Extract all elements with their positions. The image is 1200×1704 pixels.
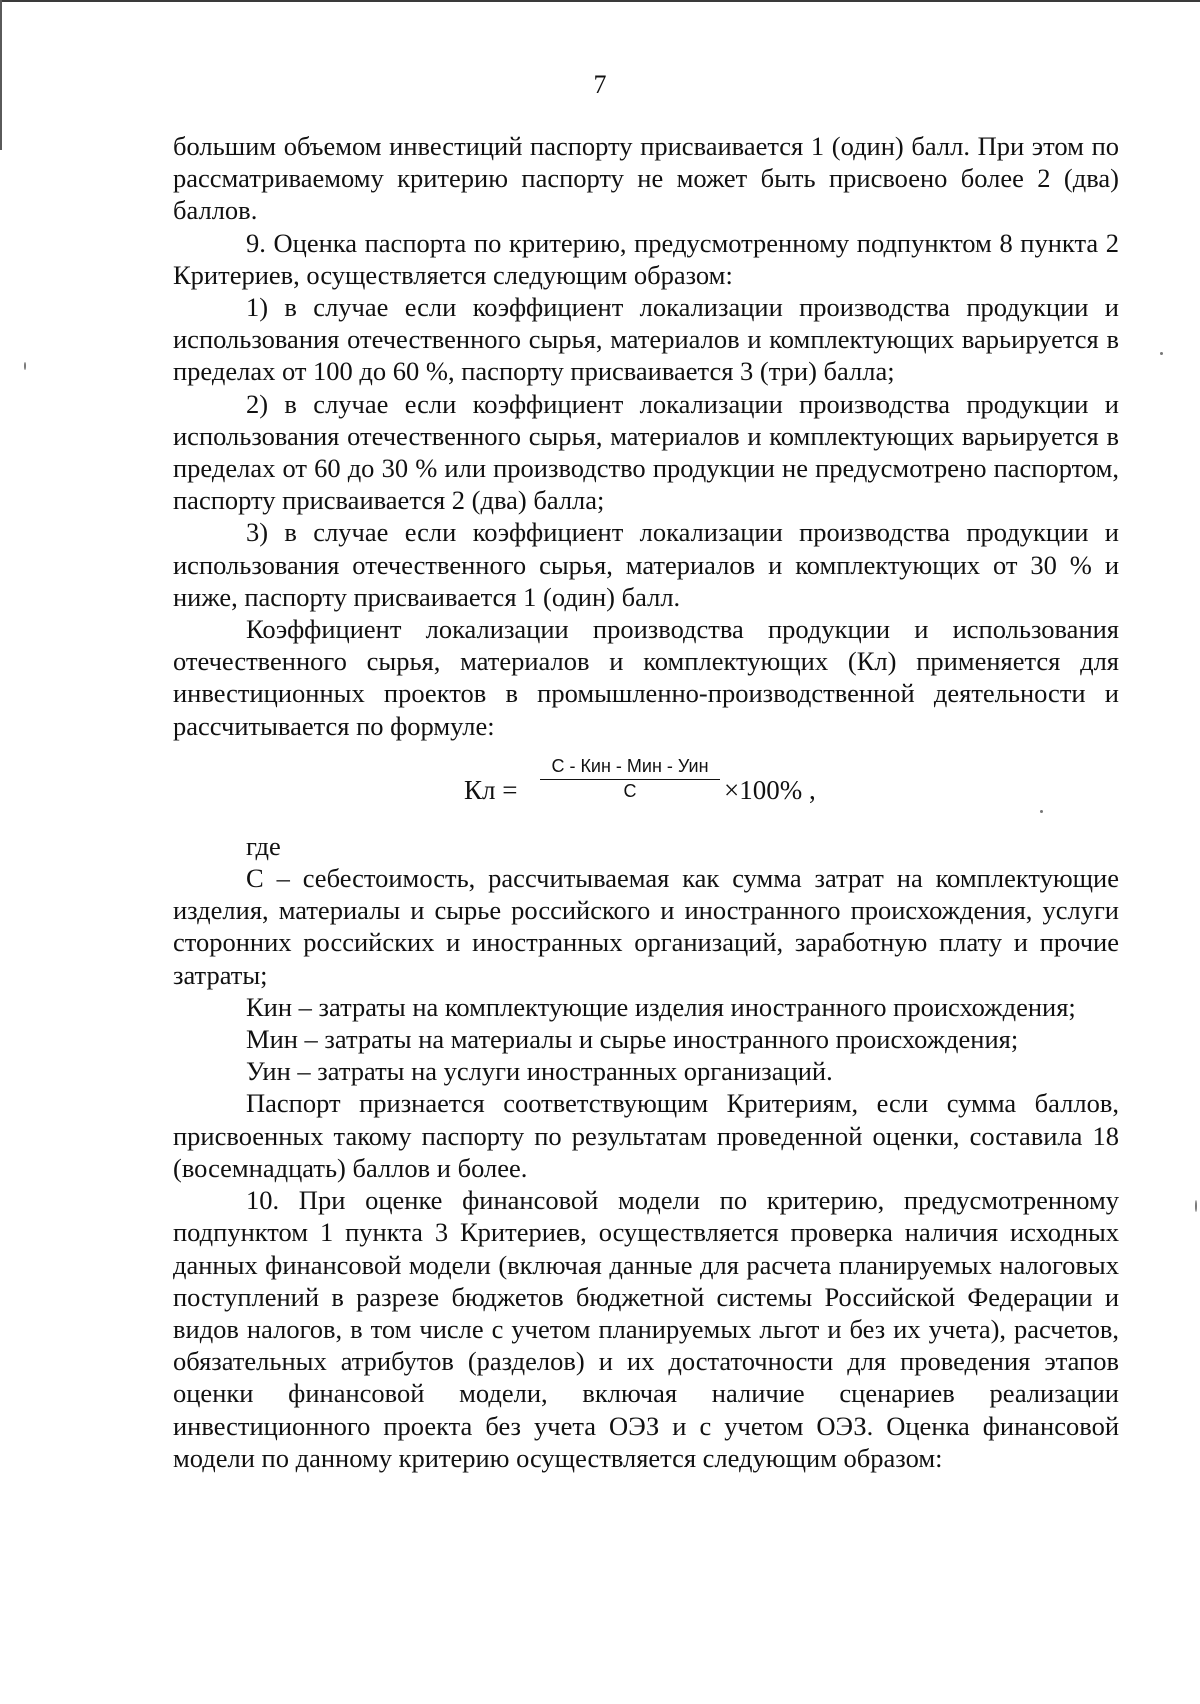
formula-denominator: С: [623, 780, 637, 801]
scan-edge-top: [0, 0, 1200, 2]
paragraph-subitem-3: 3) в случае если коэффициент локализации производства продукции и использования отечественного сырья, материалов и комплектующих от 30 % и ниже, паспорту присваивается 1 (один) балл.: [173, 517, 1119, 612]
paragraph-continuation: большим объемом инвестиций паспорту присваивается 1 (один) балл. При этом по рассматриваемому критерию паспорту не может быть присвоено более 2 (два) баллов.: [173, 131, 1119, 226]
formula-fraction: [540, 754, 720, 802]
scan-speck: [1195, 1200, 1197, 1212]
document-body: [173, 130, 1119, 1474]
paragraph-subitem-2: 2) в случае если коэффициент локализации производства продукции и использования отечественного сырья, материалов и комплектующих варьируется в пределах от 60 до 30 % или производство продукции не предусмотрено паспортом, паспорту присваивается 2 (два) балла;: [173, 388, 1119, 516]
paragraph-item-10: 10. При оценке финансовой модели по критерию, предусмотренному подпунктом 1 пункта 3 Критериев, осуществляется проверка наличия исходных данных финансовой модели (включая данные для расчета планируемых налоговых поступлений в разрезе бюджетов бюджетной системы Российской Федерации и видов налогов, в том числе с учетом планируемых льгот и без их учета), расчетов, обязательных атрибутов (разделов) и их достаточности для проведения этапов оценки финансовой модели, включая наличие сценариев реализации инвестиционного проекта без учета ОЭЗ и с учетом ОЭЗ. Оценка финансовой модели по данному критерию осуществляется следующим образом:: [173, 1185, 1119, 1473]
paragraph-item-9: 9. Оценка паспорта по критерию, предусмотренному подпунктом 8 пункта 2 Критериев, осуществляется следующим образом:: [173, 227, 1119, 290]
scan-speck: [1160, 352, 1163, 355]
page-number: 7: [593, 70, 607, 99]
paragraph-passport-compliance: Паспорт признается соответствующим Критериям, если сумма баллов, присвоенных такому паспорту по результатам проведенной оценки, составила 18 (восемнадцать) баллов и более.: [173, 1088, 1119, 1183]
scan-speck: [1040, 810, 1043, 813]
definition-min: Мин – затраты на материалы и сырье иностранного происхождения;: [246, 1024, 1019, 1055]
paragraph-coefficient-intro: Коэффициент локализации производства продукции и использования отечественного сырья, материалов и комплектующих (Кл) применяется для инвестиционных проектов в промышленно-производственной деятельности и рассчитывается по формуле:: [173, 614, 1119, 741]
formula-numerator: С - Кин - Мин - Уин: [540, 754, 720, 780]
paragraph-where: где: [246, 830, 281, 861]
formula-rhs: ×100% ,: [724, 774, 816, 805]
formula-lhs: Кл =: [464, 774, 518, 805]
definition-c: С – себестоимость, рассчитываемая как сумма затрат на комплектующие изделия, материалы и сырье российского и иностранного происхождения, услуги сторонних российских и иностранных организаций, заработную плату и прочие затраты;: [173, 863, 1119, 990]
paragraph-subitem-1: 1) в случае если коэффициент локализации производства продукции и использования отечественного сырья, материалов и комплектующих варьируется в пределах от 100 до 60 %, паспорту присваивается 3 (три) балла;: [173, 292, 1119, 387]
localization-formula: [173, 754, 1119, 828]
definition-uin: Уин – затраты на услуги иностранных организаций.: [246, 1056, 833, 1087]
definition-kin: Кин – затраты на комплектующие изделия иностранного происхождения;: [246, 991, 1076, 1022]
scan-speck: [24, 362, 26, 370]
